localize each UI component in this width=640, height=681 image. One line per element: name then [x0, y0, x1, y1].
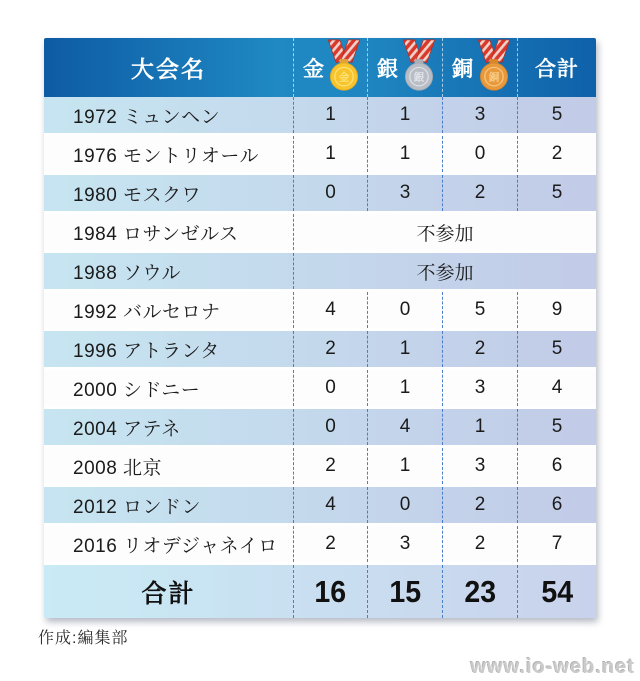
header-competition: 大会名	[131, 56, 206, 82]
totals-row	[44, 565, 596, 618]
table-header	[44, 38, 596, 97]
row-silver: 1	[367, 136, 442, 172]
table-row	[44, 97, 596, 133]
row-label: 2016 リオデジャネイロ	[73, 535, 278, 557]
row-gold: 1	[293, 136, 367, 172]
row-label: 1972 ミュンヘン	[73, 106, 221, 128]
svg-text:銅: 銅	[488, 71, 500, 84]
row-total: 5	[517, 175, 596, 211]
table-row	[44, 292, 596, 328]
row-total: 7	[517, 526, 596, 562]
credit-text: 作成:編集部	[38, 630, 129, 647]
medal-table	[44, 38, 596, 618]
table-row	[44, 370, 596, 406]
row-label: 1984 ロサンゼルス	[73, 223, 239, 245]
table-row	[44, 331, 596, 367]
row-silver: 1	[367, 331, 442, 367]
row-total: 6	[517, 487, 596, 523]
row-bronze: 3	[442, 448, 517, 484]
header-silver	[367, 38, 442, 97]
row-total: 9	[517, 292, 596, 328]
row-silver: 1	[367, 97, 442, 133]
svg-text:金: 金	[338, 71, 350, 84]
totals-total: 54	[517, 565, 596, 618]
totals-bronze: 23	[442, 565, 517, 618]
table-row	[44, 175, 596, 211]
table-row	[44, 409, 596, 445]
svg-text:銀: 銀	[413, 71, 425, 84]
row-silver: 3	[367, 526, 442, 562]
row-label: 2008 北京	[73, 457, 163, 479]
row-bronze: 3	[442, 97, 517, 133]
row-gold: 2	[293, 448, 367, 484]
row-merged: 不参加	[293, 253, 596, 289]
row-total: 5	[517, 409, 596, 445]
totals-gold: 16	[293, 565, 367, 618]
row-silver: 0	[367, 487, 442, 523]
row-bronze: 5	[442, 292, 517, 328]
row-label: 1980 モスクワ	[73, 184, 202, 206]
row-total: 5	[517, 331, 596, 367]
totals-label: 合計	[141, 579, 196, 608]
row-total: 4	[517, 370, 596, 406]
row-label: 2004 アテネ	[73, 418, 181, 440]
table-row	[44, 136, 596, 172]
row-silver: 1	[367, 370, 442, 406]
row-gold: 4	[293, 292, 367, 328]
table-row-no-participation	[44, 253, 596, 289]
row-silver: 3	[367, 175, 442, 211]
row-silver: 1	[367, 448, 442, 484]
row-label: 1976 モントリオール	[73, 145, 259, 167]
row-bronze: 3	[442, 370, 517, 406]
row-gold: 0	[293, 409, 367, 445]
header-gold-label: 金	[303, 57, 324, 81]
table-row	[44, 526, 596, 562]
row-label: 1996 アトランタ	[73, 340, 220, 362]
row-bronze: 0	[442, 136, 517, 172]
row-gold: 1	[293, 97, 367, 133]
table-row	[44, 448, 596, 484]
row-bronze: 2	[442, 487, 517, 523]
totals-silver: 15	[367, 565, 442, 618]
row-total: 2	[517, 136, 596, 172]
row-label: 2000 シドニー	[73, 379, 201, 401]
row-bronze: 2	[442, 331, 517, 367]
table-body	[44, 97, 596, 562]
row-silver: 0	[367, 292, 442, 328]
row-label: 1988 ソウル	[73, 262, 181, 284]
row-gold: 0	[293, 175, 367, 211]
row-silver: 4	[367, 409, 442, 445]
row-bronze: 2	[442, 175, 517, 211]
header-silver-label: 銀	[377, 57, 398, 81]
header-bronze	[442, 38, 517, 97]
watermark: www.io-web.net	[470, 656, 635, 678]
header-gold	[293, 38, 367, 97]
gold-medal-icon	[323, 38, 365, 96]
row-label: 1992 バルセロナ	[73, 301, 221, 323]
row-bronze: 2	[442, 526, 517, 562]
row-bronze: 1	[442, 409, 517, 445]
header-total: 合計	[517, 38, 596, 97]
row-gold: 2	[293, 331, 367, 367]
table-row-no-participation	[44, 214, 596, 250]
table-row	[44, 487, 596, 523]
row-merged: 不参加	[293, 214, 596, 250]
row-total: 6	[517, 448, 596, 484]
silver-medal-icon	[398, 38, 440, 96]
row-total: 5	[517, 97, 596, 133]
row-gold: 0	[293, 370, 367, 406]
row-label: 2012 ロンドン	[73, 496, 202, 518]
header-bronze-label: 銅	[452, 57, 473, 81]
bronze-medal-icon	[473, 38, 515, 96]
row-gold: 4	[293, 487, 367, 523]
row-gold: 2	[293, 526, 367, 562]
